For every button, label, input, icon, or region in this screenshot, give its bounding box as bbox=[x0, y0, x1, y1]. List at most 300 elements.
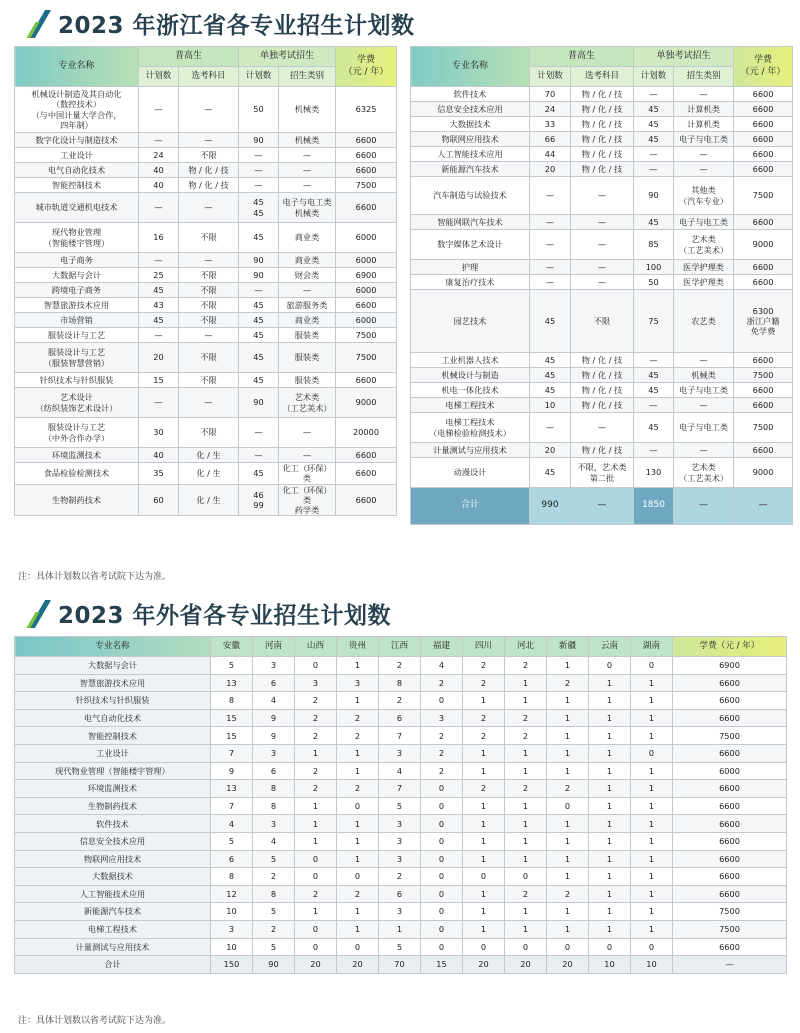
province-count-cell: 1 bbox=[589, 868, 631, 886]
province-count-cell: 0 bbox=[547, 797, 589, 815]
fee-cell: 6600 bbox=[734, 383, 793, 398]
province-count-cell: 1 bbox=[295, 815, 337, 833]
general-plan-cell: 33 bbox=[530, 117, 571, 132]
province-count-cell: 20 bbox=[295, 956, 337, 974]
general-subjects-cell: 物 / 化 / 技 bbox=[571, 132, 634, 147]
total-label-cell: 合计 bbox=[411, 488, 530, 525]
province-count-cell: 0 bbox=[421, 797, 463, 815]
table-row bbox=[15, 484, 397, 516]
province-count-cell: 0 bbox=[421, 780, 463, 798]
single-plan-cell: — bbox=[634, 443, 674, 458]
province-count-cell: 0 bbox=[295, 868, 337, 886]
province-count-cell: 1 bbox=[463, 762, 505, 780]
province-count-cell: 1 bbox=[589, 762, 631, 780]
single-plan-cell: 45 45 bbox=[239, 193, 279, 223]
single-category-cell: 机械类 bbox=[674, 368, 734, 383]
major-name-cell: 服装设计与工艺 （服装智慧营销） bbox=[15, 343, 139, 373]
province-count-cell: 2 bbox=[547, 674, 589, 692]
header-plan-count: 计划数 bbox=[634, 67, 674, 87]
single-plan-cell: — bbox=[634, 162, 674, 177]
province-count-cell: 7 bbox=[211, 744, 253, 762]
major-name-cell: 针织技术与针织服装 bbox=[15, 373, 139, 388]
single-plan-cell: — bbox=[239, 148, 279, 163]
general-plan-cell: — bbox=[139, 193, 179, 223]
header-province: 福建 bbox=[421, 637, 463, 657]
general-subjects-cell: 不限 bbox=[179, 343, 239, 373]
total-fee-cell: — bbox=[734, 488, 793, 525]
table-row bbox=[15, 298, 397, 313]
province-count-cell: 5 bbox=[211, 657, 253, 675]
general-subjects-cell: 不限 bbox=[179, 373, 239, 388]
header-province: 山西 bbox=[295, 637, 337, 657]
single-plan-cell: 45 bbox=[634, 215, 674, 230]
province-count-cell: 12 bbox=[211, 885, 253, 903]
province-count-cell: 1 bbox=[631, 797, 673, 815]
province-count-cell: 2 bbox=[421, 727, 463, 745]
fee-cell: 6600 bbox=[673, 674, 787, 692]
general-subjects-cell: — bbox=[571, 215, 634, 230]
single-category-cell: 艺术类 （工艺美术） bbox=[279, 388, 336, 418]
total-single-plan-cell: 1850 bbox=[634, 488, 674, 525]
province-count-cell: 1 bbox=[505, 832, 547, 850]
major-name-cell: 现代物业管理（智能楼宇管理） bbox=[15, 762, 211, 780]
header-province: 江西 bbox=[379, 637, 421, 657]
general-subjects-cell: 不限 bbox=[179, 418, 239, 448]
table-row bbox=[15, 388, 397, 418]
major-name-cell: 针织技术与针织服装 bbox=[15, 692, 211, 710]
province-count-cell: 0 bbox=[295, 657, 337, 675]
province-count-cell: 5 bbox=[211, 832, 253, 850]
header-single-exam: 单独考试招生 bbox=[634, 47, 734, 67]
province-count-cell: 2 bbox=[421, 762, 463, 780]
note-other-provinces: 注：具体计划数以省考试院下达为准。 bbox=[18, 1016, 172, 1026]
major-name-cell: 大数据技术 bbox=[411, 117, 530, 132]
province-count-cell: 4 bbox=[379, 762, 421, 780]
single-category-cell: 艺术类 （工艺美术） bbox=[674, 458, 734, 488]
table-row bbox=[15, 313, 397, 328]
general-plan-cell: — bbox=[530, 215, 571, 230]
province-count-cell: 20 bbox=[337, 956, 379, 974]
major-name-cell: 工业设计 bbox=[15, 148, 139, 163]
single-plan-cell: 45 bbox=[634, 102, 674, 117]
province-count-cell: 0 bbox=[463, 938, 505, 956]
table-row bbox=[15, 373, 397, 388]
single-category-cell: 服装类 bbox=[279, 373, 336, 388]
general-subjects-cell: — bbox=[179, 133, 239, 148]
major-name-cell: 生物制药技术 bbox=[15, 484, 139, 516]
table-row bbox=[411, 275, 793, 290]
table-row bbox=[15, 163, 397, 178]
province-count-cell: 13 bbox=[211, 780, 253, 798]
general-subjects-cell: 不限 bbox=[179, 148, 239, 163]
province-count-cell: 1 bbox=[337, 920, 379, 938]
general-plan-cell: 16 bbox=[139, 223, 179, 253]
major-name-cell: 软件技术 bbox=[15, 815, 211, 833]
single-category-cell: 商业类 bbox=[279, 313, 336, 328]
province-count-cell: 2 bbox=[337, 709, 379, 727]
table-row bbox=[411, 383, 793, 398]
fee-cell: 7500 bbox=[673, 727, 787, 745]
province-count-cell: 1 bbox=[337, 815, 379, 833]
province-count-cell: 5 bbox=[379, 797, 421, 815]
province-count-cell: 2 bbox=[253, 868, 295, 886]
province-count-cell: 1 bbox=[547, 727, 589, 745]
province-count-cell: 1 bbox=[589, 674, 631, 692]
province-count-cell: 0 bbox=[421, 832, 463, 850]
single-category-cell: 电子与电工类 bbox=[674, 413, 734, 443]
table-row bbox=[411, 290, 793, 353]
province-count-cell: 7 bbox=[379, 780, 421, 798]
fee-cell: 6900 bbox=[336, 268, 397, 283]
fee-cell: 6000 bbox=[336, 223, 397, 253]
table-row bbox=[15, 418, 397, 448]
header-province: 河北 bbox=[505, 637, 547, 657]
province-count-cell: 0 bbox=[547, 938, 589, 956]
single-plan-cell: 90 bbox=[239, 388, 279, 418]
province-count-cell: 15 bbox=[211, 709, 253, 727]
province-count-cell: 5 bbox=[253, 938, 295, 956]
general-plan-cell: 70 bbox=[530, 87, 571, 102]
general-plan-cell: 40 bbox=[139, 178, 179, 193]
province-count-cell: 0 bbox=[421, 815, 463, 833]
header-plan-count: 计划数 bbox=[239, 67, 279, 87]
general-plan-cell: — bbox=[139, 388, 179, 418]
total-category-cell: — bbox=[674, 488, 734, 525]
province-count-cell: 1 bbox=[463, 850, 505, 868]
province-count-cell: 3 bbox=[379, 832, 421, 850]
general-plan-cell: 35 bbox=[139, 463, 179, 485]
province-count-cell: 0 bbox=[337, 797, 379, 815]
province-count-cell: 1 bbox=[463, 832, 505, 850]
province-count-cell: 8 bbox=[211, 692, 253, 710]
single-plan-cell: 85 bbox=[634, 230, 674, 260]
province-count-cell: 1 bbox=[631, 727, 673, 745]
major-name-cell: 工业机器人技术 bbox=[411, 353, 530, 368]
province-count-cell: 2 bbox=[379, 657, 421, 675]
general-subjects-cell: 物 / 化 / 技 bbox=[179, 163, 239, 178]
province-count-cell: 90 bbox=[253, 956, 295, 974]
province-count-cell: 4 bbox=[253, 832, 295, 850]
table-row bbox=[15, 283, 397, 298]
header-general: 普高生 bbox=[139, 47, 239, 67]
general-subjects-cell: — bbox=[571, 260, 634, 275]
section-title-other-provinces bbox=[28, 596, 391, 630]
single-plan-cell: 45 bbox=[634, 117, 674, 132]
province-count-cell: 0 bbox=[337, 868, 379, 886]
fee-cell: 6600 bbox=[673, 832, 787, 850]
province-count-cell: 2 bbox=[295, 762, 337, 780]
major-name-cell: 市场营销 bbox=[15, 313, 139, 328]
province-count-cell: 3 bbox=[379, 815, 421, 833]
table-row bbox=[15, 343, 397, 373]
fee-cell: 7500 bbox=[734, 368, 793, 383]
province-count-cell: 2 bbox=[505, 709, 547, 727]
fee-cell: 7500 bbox=[336, 343, 397, 373]
province-count-cell: 7 bbox=[211, 797, 253, 815]
province-count-cell: 1 bbox=[337, 692, 379, 710]
note-zhejiang: 注：具体计划数以省考试院下达为准。 bbox=[18, 572, 172, 582]
general-plan-cell: 30 bbox=[139, 418, 179, 448]
table-row bbox=[411, 230, 793, 260]
general-plan-cell: — bbox=[139, 328, 179, 343]
table-row bbox=[15, 797, 787, 815]
table-row bbox=[15, 850, 787, 868]
single-plan-cell: 75 bbox=[634, 290, 674, 353]
single-plan-cell: 45 bbox=[239, 223, 279, 253]
single-category-cell: — bbox=[279, 178, 336, 193]
fee-cell: 6600 bbox=[734, 215, 793, 230]
table-row bbox=[15, 938, 787, 956]
province-count-cell: 5 bbox=[253, 850, 295, 868]
major-name-cell: 数字化设计与制造技术 bbox=[15, 133, 139, 148]
province-count-cell: 6 bbox=[253, 674, 295, 692]
general-plan-cell: 40 bbox=[139, 448, 179, 463]
province-count-cell: 5 bbox=[379, 938, 421, 956]
province-count-cell: 2 bbox=[295, 727, 337, 745]
general-subjects-cell: 不限 bbox=[179, 283, 239, 298]
header-fee: 学费（元 / 年） bbox=[673, 637, 787, 657]
fee-cell: 6600 bbox=[336, 163, 397, 178]
province-count-cell: 6 bbox=[253, 762, 295, 780]
single-plan-cell: 45 bbox=[634, 413, 674, 443]
major-name-cell: 食品检验检测技术 bbox=[15, 463, 139, 485]
table-row bbox=[411, 458, 793, 488]
province-count-cell: 7 bbox=[379, 727, 421, 745]
province-count-cell: 1 bbox=[631, 780, 673, 798]
fee-cell: 6900 bbox=[673, 657, 787, 675]
province-count-cell: 1 bbox=[631, 885, 673, 903]
general-subjects-cell: — bbox=[571, 230, 634, 260]
fee-cell: 6600 bbox=[734, 353, 793, 368]
province-count-cell: 0 bbox=[631, 744, 673, 762]
header-major-name: 专业名称 bbox=[411, 47, 530, 87]
single-category-cell: — bbox=[279, 418, 336, 448]
other-provinces-plan-table bbox=[14, 636, 787, 974]
fee-cell: 6600 bbox=[336, 193, 397, 223]
province-count-cell: 15 bbox=[421, 956, 463, 974]
fee-cell: 6000 bbox=[673, 762, 787, 780]
major-name-cell: 服装设计与工艺 （中外合作办学） bbox=[15, 418, 139, 448]
single-plan-cell: — bbox=[634, 147, 674, 162]
general-subjects-cell: 化 / 生 bbox=[179, 463, 239, 485]
province-count-cell: 1 bbox=[337, 850, 379, 868]
province-count-cell: 9 bbox=[253, 709, 295, 727]
general-plan-cell: 45 bbox=[139, 283, 179, 298]
fee-cell: 7500 bbox=[673, 903, 787, 921]
fee-cell: 6600 bbox=[336, 484, 397, 516]
general-plan-cell: 20 bbox=[530, 443, 571, 458]
fee-cell: 6600 bbox=[734, 117, 793, 132]
single-plan-cell: 45 bbox=[239, 298, 279, 313]
province-count-cell: 0 bbox=[421, 885, 463, 903]
single-plan-cell: — bbox=[634, 87, 674, 102]
province-count-cell: 1 bbox=[589, 815, 631, 833]
general-plan-cell: 24 bbox=[139, 148, 179, 163]
fee-cell: 7500 bbox=[336, 328, 397, 343]
single-category-cell: 旅游服务类 bbox=[279, 298, 336, 313]
fee-cell: 9000 bbox=[734, 458, 793, 488]
province-count-cell: 0 bbox=[421, 692, 463, 710]
province-count-cell: 10 bbox=[211, 903, 253, 921]
single-plan-cell: 90 bbox=[239, 133, 279, 148]
province-count-cell: 1 bbox=[547, 762, 589, 780]
single-plan-cell: — bbox=[634, 353, 674, 368]
section-title-zhejiang bbox=[28, 6, 415, 40]
province-count-cell: 1 bbox=[631, 850, 673, 868]
single-plan-cell: 45 bbox=[634, 368, 674, 383]
major-name-cell: 机械设计制造及其自动化 （数控技术） （与中国计量大学合作， 四年制） bbox=[15, 87, 139, 133]
general-plan-cell: 45 bbox=[530, 458, 571, 488]
single-category-cell: 医学护理类 bbox=[674, 260, 734, 275]
province-count-cell: 0 bbox=[421, 868, 463, 886]
province-count-cell: 1 bbox=[547, 920, 589, 938]
general-subjects-cell: 物 / 化 / 技 bbox=[571, 383, 634, 398]
table-row bbox=[15, 148, 397, 163]
fee-cell: 6600 bbox=[336, 148, 397, 163]
table-row bbox=[15, 744, 787, 762]
general-plan-cell: 15 bbox=[139, 373, 179, 388]
general-subjects-cell: 不限，艺术类 第二批 bbox=[571, 458, 634, 488]
fee-cell: 7500 bbox=[336, 178, 397, 193]
table-row bbox=[411, 102, 793, 117]
section-title-text: 2023 年外省各专业招生计划数 bbox=[58, 602, 392, 629]
single-category-cell: 医学护理类 bbox=[674, 275, 734, 290]
province-count-cell: 1 bbox=[589, 832, 631, 850]
province-count-cell: 0 bbox=[505, 868, 547, 886]
general-subjects-cell: 化 / 生 bbox=[179, 448, 239, 463]
general-subjects-cell: — bbox=[179, 193, 239, 223]
fee-cell: 6600 bbox=[673, 938, 787, 956]
fee-cell: 6600 bbox=[673, 797, 787, 815]
province-count-cell: 4 bbox=[421, 657, 463, 675]
province-count-cell: 2 bbox=[295, 709, 337, 727]
general-subjects-cell: — bbox=[179, 328, 239, 343]
province-count-cell: 3 bbox=[379, 903, 421, 921]
province-count-cell: 1 bbox=[589, 885, 631, 903]
province-count-cell: 3 bbox=[337, 674, 379, 692]
province-count-cell: 2 bbox=[463, 727, 505, 745]
province-count-cell: 2 bbox=[421, 674, 463, 692]
single-category-cell: — bbox=[674, 147, 734, 162]
single-plan-cell: — bbox=[239, 178, 279, 193]
major-name-cell: 园艺技术 bbox=[411, 290, 530, 353]
province-count-cell: 0 bbox=[295, 920, 337, 938]
province-count-cell: 1 bbox=[589, 780, 631, 798]
header-province: 贵州 bbox=[337, 637, 379, 657]
slash-logo-icon bbox=[28, 598, 50, 628]
table-row bbox=[411, 353, 793, 368]
total-row bbox=[411, 488, 793, 525]
province-count-cell: 1 bbox=[631, 903, 673, 921]
major-name-cell: 环境监测技术 bbox=[15, 448, 139, 463]
fee-cell: 6600 bbox=[673, 850, 787, 868]
major-name-cell: 新能源汽车技术 bbox=[411, 162, 530, 177]
province-count-cell: 1 bbox=[505, 797, 547, 815]
table-row bbox=[411, 260, 793, 275]
province-count-cell: 6 bbox=[379, 709, 421, 727]
single-category-cell: — bbox=[279, 148, 336, 163]
province-count-cell: 1 bbox=[379, 920, 421, 938]
province-count-cell: 3 bbox=[295, 674, 337, 692]
fee-cell: 6600 bbox=[673, 744, 787, 762]
general-subjects-cell: — bbox=[571, 275, 634, 290]
general-subjects-cell: 不限 bbox=[179, 313, 239, 328]
table-row bbox=[411, 87, 793, 102]
header-category: 招生类别 bbox=[279, 67, 336, 87]
general-plan-cell: 20 bbox=[139, 343, 179, 373]
single-plan-cell: 50 bbox=[239, 87, 279, 133]
fee-cell: 6325 bbox=[336, 87, 397, 133]
table-row bbox=[411, 215, 793, 230]
general-plan-cell: 45 bbox=[530, 383, 571, 398]
table-row bbox=[15, 868, 787, 886]
general-plan-cell: 45 bbox=[139, 313, 179, 328]
province-count-cell: 2 bbox=[253, 920, 295, 938]
province-count-cell: 0 bbox=[589, 657, 631, 675]
province-count-cell: 2 bbox=[379, 692, 421, 710]
major-name-cell: 智能控制技术 bbox=[15, 178, 139, 193]
major-name-cell: 信息安全技术应用 bbox=[15, 832, 211, 850]
general-subjects-cell: — bbox=[179, 87, 239, 133]
table-row bbox=[15, 448, 397, 463]
province-count-cell: 2 bbox=[463, 657, 505, 675]
single-category-cell: 机械类 bbox=[279, 133, 336, 148]
general-subjects-cell: 物 / 化 / 技 bbox=[571, 87, 634, 102]
single-category-cell: — bbox=[279, 448, 336, 463]
single-plan-cell: 45 bbox=[239, 343, 279, 373]
general-plan-cell: — bbox=[530, 413, 571, 443]
fee-cell: 6600 bbox=[734, 398, 793, 413]
major-name-cell: 环境监测技术 bbox=[15, 780, 211, 798]
header-province: 四川 bbox=[463, 637, 505, 657]
province-count-cell: 10 bbox=[211, 938, 253, 956]
header-general: 普高生 bbox=[530, 47, 634, 67]
province-count-cell: 15 bbox=[211, 727, 253, 745]
province-count-cell: 1 bbox=[589, 727, 631, 745]
table-row bbox=[15, 674, 787, 692]
general-subjects-cell: 物 / 化 / 技 bbox=[571, 162, 634, 177]
major-name-cell: 生物制药技术 bbox=[15, 797, 211, 815]
single-category-cell: — bbox=[279, 283, 336, 298]
table-row bbox=[15, 178, 397, 193]
province-count-cell: 2 bbox=[295, 885, 337, 903]
header-plan-count: 计划数 bbox=[139, 67, 179, 87]
fee-cell: 6000 bbox=[336, 283, 397, 298]
fee-cell: 6600 bbox=[673, 815, 787, 833]
single-category-cell: 服装类 bbox=[279, 328, 336, 343]
province-count-cell: 1 bbox=[463, 920, 505, 938]
province-count-cell: 1 bbox=[295, 797, 337, 815]
general-plan-cell: 24 bbox=[530, 102, 571, 117]
single-plan-cell: 45 bbox=[239, 463, 279, 485]
province-count-cell: 1 bbox=[337, 744, 379, 762]
major-name-cell: 电梯工程技术 （电梯检验检测技术） bbox=[411, 413, 530, 443]
single-category-cell: 农艺类 bbox=[674, 290, 734, 353]
header-province: 湖南 bbox=[631, 637, 673, 657]
major-name-cell: 服装设计与工艺 bbox=[15, 328, 139, 343]
table-row bbox=[15, 268, 397, 283]
fee-cell: 7500 bbox=[734, 177, 793, 215]
header-single-exam: 单独考试招生 bbox=[239, 47, 336, 67]
table-row bbox=[15, 727, 787, 745]
fee-cell: 6600 bbox=[673, 868, 787, 886]
general-plan-cell: 43 bbox=[139, 298, 179, 313]
general-subjects-cell: 物 / 化 / 技 bbox=[571, 443, 634, 458]
major-name-cell: 城市轨道交通机电技术 bbox=[15, 193, 139, 223]
general-subjects-cell: 不限 bbox=[571, 290, 634, 353]
province-count-cell: 2 bbox=[337, 885, 379, 903]
fee-cell: 6300 浙江户籍 免学费 bbox=[734, 290, 793, 353]
